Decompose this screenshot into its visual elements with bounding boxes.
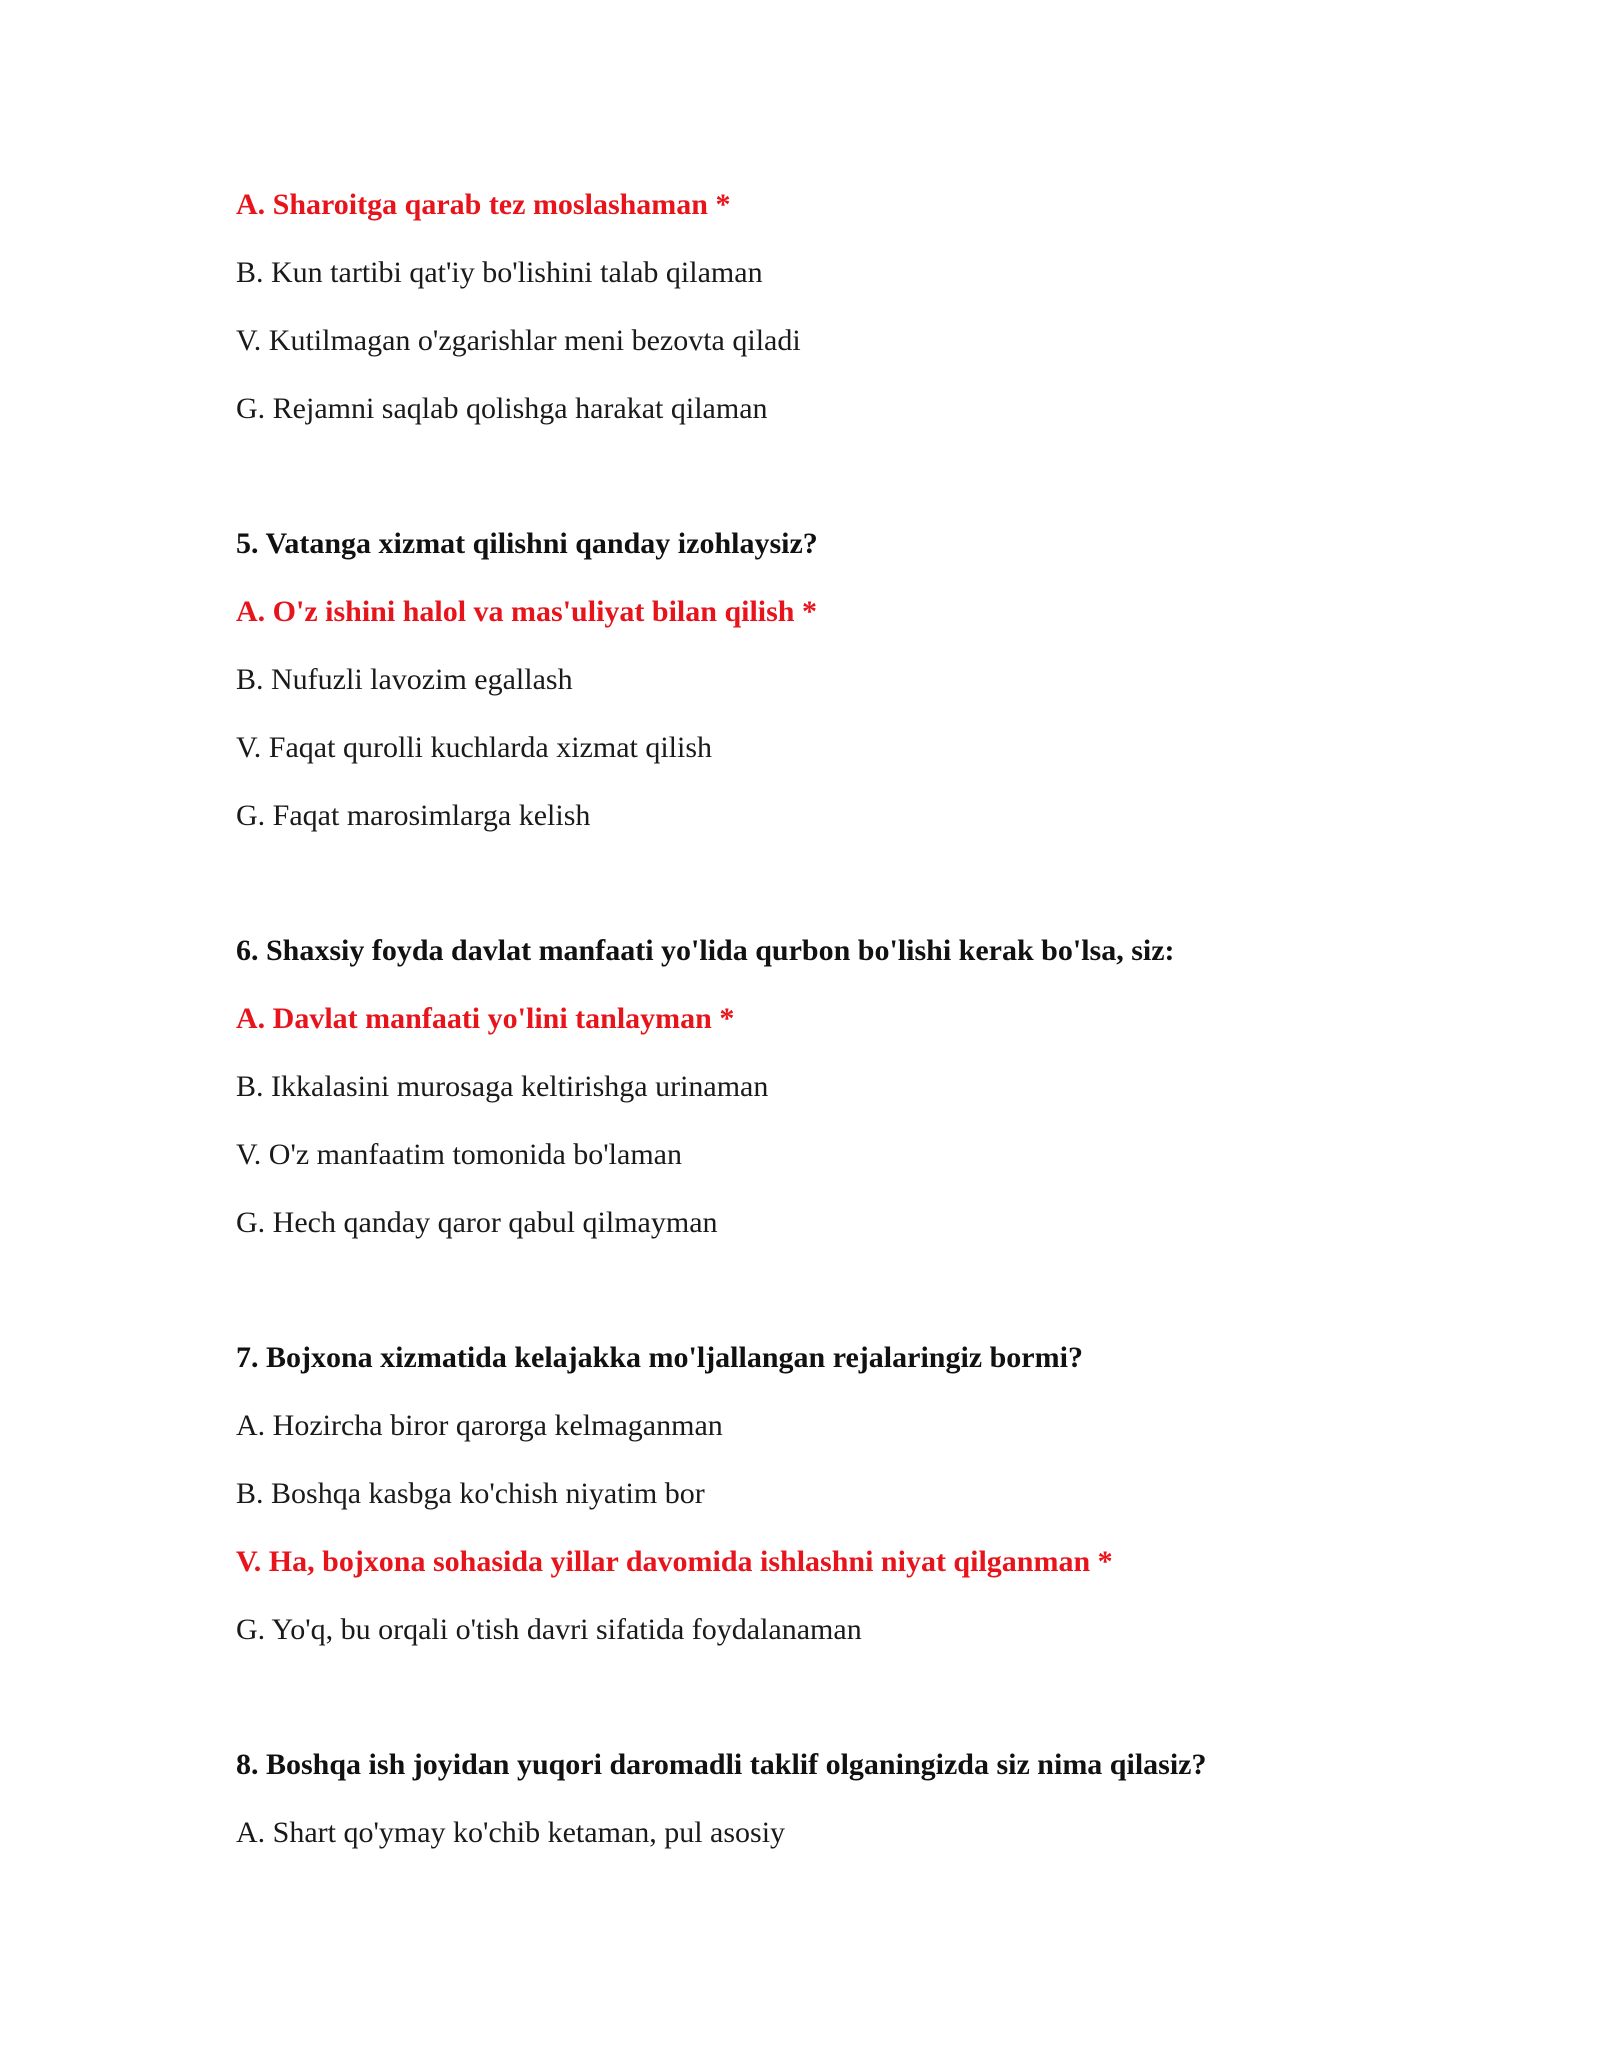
question-text: 7. Bojxona xizmatida kelajakka mo'ljallangan rejalaringiz bormi?	[236, 1341, 1083, 1374]
question-block-8	[236, 1746, 1416, 1852]
answer-option: B. Kun tartibi qat'iy bo'lishini talab qilaman	[236, 256, 763, 289]
question-text: 6. Shaxsiy foyda davlat manfaati yo'lida qurbon bo'lishi kerak bo'lsa, siz:	[236, 934, 1175, 967]
answer-option: G. Yo'q, bu orqali o'tish davri sifatida foydalanaman	[236, 1613, 862, 1646]
correct-answer-option: A. O'z ishini halol va mas'uliyat bilan qilish *	[236, 595, 817, 628]
answer-option: V. Faqat qurolli kuchlarda xizmat qilish	[236, 731, 713, 764]
answer-option: A. Shart qo'ymay ko'chib ketaman, pul asosiy	[236, 1816, 786, 1849]
question-text: 8. Boshqa ish joyidan yuqori daromadli taklif olganingizda siz nima qilasiz?	[236, 1748, 1207, 1781]
answer-option: B. Nufuzli lavozim egallash	[236, 663, 573, 696]
correct-answer-option: A. Sharoitga qarab tez moslashaman *	[236, 188, 731, 221]
question-block-5	[236, 525, 1416, 835]
answer-option: B. Boshqa kasbga ko'chish niyatim bor	[236, 1477, 705, 1510]
answer-option: G. Faqat marosimlarga kelish	[236, 799, 591, 832]
correct-answer-option: A. Davlat manfaati yo'lini tanlayman *	[236, 1002, 735, 1035]
answer-option: G. Rejamni saqlab qolishga harakat qilaman	[236, 392, 768, 425]
answer-option: A. Hozircha biror qarorga kelmaganman	[236, 1409, 723, 1442]
correct-answer-option: V. Ha, bojxona sohasida yillar davomida ishlashni niyat qilganman *	[236, 1545, 1113, 1578]
document-page	[236, 186, 1416, 1882]
question-text: 5. Vatanga xizmat qilishni qanday izohlaysiz?	[236, 527, 818, 560]
question-block-7	[236, 1339, 1416, 1649]
answer-option: B. Ikkalasini murosaga keltirishga urinaman	[236, 1070, 769, 1103]
answer-option: G. Hech qanday qaror qabul qilmayman	[236, 1206, 718, 1239]
question-block-6	[236, 932, 1416, 1242]
answer-option: V. O'z manfaatim tomonida bo'laman	[236, 1138, 682, 1171]
question-block-4-options	[236, 186, 1416, 428]
answer-option: V. Kutilmagan o'zgarishlar meni bezovta qiladi	[236, 324, 801, 357]
